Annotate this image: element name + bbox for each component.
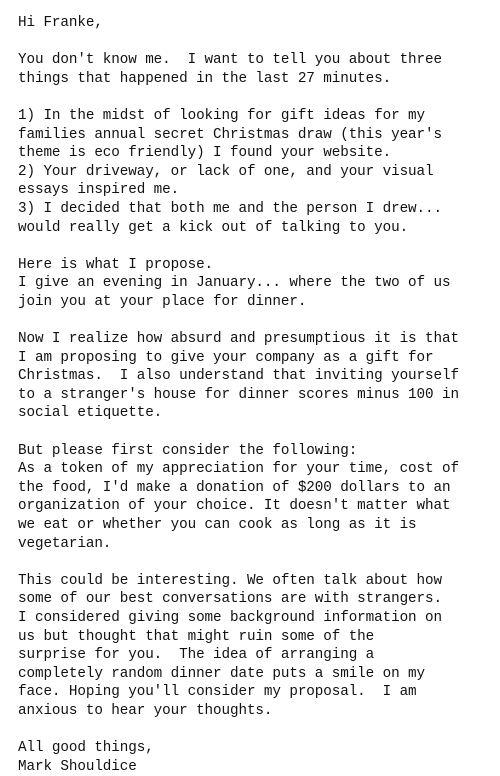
- text-line: the food, I'd make a donation of $200 dollars to an: [18, 479, 451, 496]
- paragraph-proposal: [18, 256, 494, 312]
- text-line: You don't know me. I want to tell you about three: [18, 52, 442, 69]
- paragraph-realize: [18, 330, 494, 423]
- paragraph-intro: [18, 51, 494, 88]
- text-line: social etiquette.: [18, 405, 163, 422]
- greeting: [18, 14, 494, 33]
- text-line: would really get a kick out of talking to you.: [18, 219, 409, 236]
- text-line: essays inspired me.: [18, 182, 180, 199]
- text-line: completely random dinner date puts a smile on my: [18, 665, 426, 682]
- text-line: join you at your place for dinner.: [18, 293, 307, 310]
- text-line: to a stranger's house for dinner scores minus 100 in: [18, 386, 459, 403]
- paragraph-interesting: [18, 572, 494, 721]
- signoff: [18, 739, 494, 776]
- text-line: anxious to hear your thoughts.: [18, 702, 273, 719]
- text-line: theme is eco friendly) I found your website.: [18, 145, 392, 162]
- text-line: Here is what I propose.: [18, 256, 214, 273]
- text-line: face. Hoping you'll consider my proposal. I am: [18, 684, 417, 701]
- text-line: organization of your choice. It doesn't matter what: [18, 498, 451, 515]
- text-line: we eat or whether you can cook as long as it is: [18, 517, 417, 534]
- letter-body: [18, 14, 494, 776]
- text-line: 3) I decided that both me and the person I drew...: [18, 200, 442, 217]
- text-line: But please first consider the following:: [18, 442, 358, 459]
- text-line: families annual secret Christmas draw (this year's: [18, 126, 442, 143]
- text-line: As a token of my appreciation for your time, cost of: [18, 461, 459, 478]
- text-line: Now I realize how absurd and presumptious it is that: [18, 331, 459, 348]
- text-line: 2) Your driveway, or lack of one, and your visual: [18, 163, 434, 180]
- text-line: surprise for you. The idea of arranging a: [18, 647, 375, 664]
- text-line: Christmas. I also understand that inviting yourself: [18, 368, 459, 385]
- text-line: I considered giving some background information on: [18, 610, 442, 626]
- text-line: 1) In the midst of looking for gift ideas for my: [18, 107, 426, 124]
- text-line: vegetarian.: [18, 535, 112, 552]
- paragraph-three-things: [18, 107, 494, 237]
- signature-line: Mark Shouldice: [18, 758, 137, 775]
- greeting-line: Hi Franke,: [18, 15, 103, 31]
- text-line: some of our best conversations are with strangers.: [18, 591, 442, 608]
- text-line: I give an evening in January... where the two of us: [18, 275, 451, 292]
- paragraph-consider: [18, 442, 494, 554]
- text-line: I am proposing to give your company as a gift for: [18, 349, 434, 366]
- closing-line: All good things,: [18, 740, 154, 757]
- text-line: This could be interesting. We often talk about how: [18, 572, 442, 589]
- text-line: things that happened in the last 27 minutes.: [18, 70, 392, 87]
- text-line: us but thought that might ruin some of the: [18, 628, 375, 645]
